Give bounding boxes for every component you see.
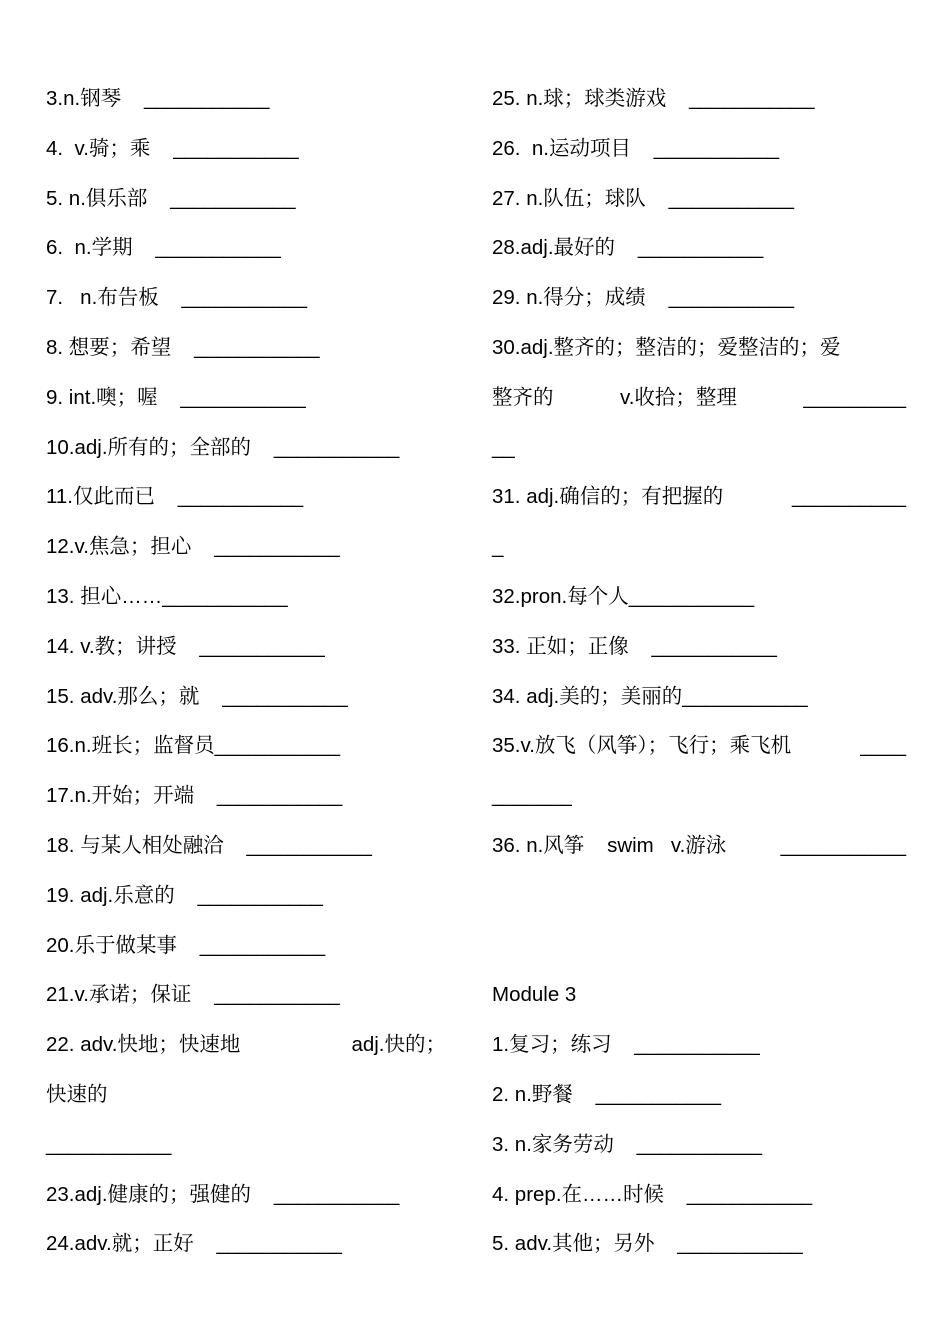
vocab-item-34: 34. adj.美的；美丽的___________: [492, 684, 808, 708]
vocab-item-19: 19. adj.乐意的 ___________: [46, 883, 323, 907]
module3-item-2: 2. n.野餐 ___________: [492, 1082, 722, 1106]
module3-item-1: 1.复习；练习 ___________: [492, 1033, 760, 1057]
vocab-item-6: 6. n.学期 ___________: [46, 236, 281, 260]
vocab-item-8: 8. 想要；希望 ___________: [46, 335, 320, 359]
vocab-item-22: 22. adv.快地；快速地 adj.快的；: [46, 1033, 446, 1057]
vocab-item-28: 28.adj.最好的 ___________: [492, 236, 764, 260]
vocab-item-23: 23.adj.健康的；强健的 ___________: [46, 1182, 400, 1206]
vocab-item-9: 9. int.噢；喔 ___________: [46, 385, 306, 409]
vocab-item-11: 11.仅此而已 ___________: [46, 485, 304, 509]
vocab-item-12: 12.v.焦急；担心 ___________: [46, 535, 340, 559]
vocab-item-7: 7. n.布告板 ___________: [46, 286, 307, 310]
vocab-item-26: 26. n.运动项目 ___________: [492, 136, 780, 160]
vocab-item-31-blank-wrap: _: [492, 535, 504, 559]
vocab-item-17: 17.n.开始；开端 ___________: [46, 784, 343, 808]
vocab-item-3: 3.n.钢琴 ___________: [46, 87, 270, 110]
vocab-item-20: 20.乐于做某事 ___________: [46, 933, 326, 957]
empty-line: [492, 871, 906, 921]
vocab-item-35-blank-wrap: _______: [492, 784, 572, 808]
vocab-item-35: 35.v.放飞（风筝）；飞行；乘飞机 ____: [492, 734, 906, 758]
vocab-item-13: 13. 担心……___________: [46, 584, 288, 608]
vocab-item-22-continued: 快速的: [46, 1082, 108, 1106]
module3-item-3: 3. n.家务劳动 ___________: [492, 1132, 763, 1156]
vocab-item-4: 4. v.骑；乘 ___________: [46, 136, 299, 160]
vocab-item-30: 30.adj.整齐的；整洁的；爱整洁的；爱: [492, 335, 841, 359]
vocab-item-22-blank: ___________: [46, 1132, 172, 1156]
vocab-item-10: 10.adj.所有的；全部的 ___________: [46, 435, 400, 459]
right-column: [492, 74, 906, 1269]
module3-item-4: 4. prep.在……时候 ___________: [492, 1182, 813, 1206]
vocab-item-25: 25. n.球；球类游戏 ___________: [492, 87, 815, 110]
vocab-item-24: 24.adv.就；正好 ___________: [46, 1232, 342, 1256]
vocab-item-16: 16.n.班长；监督员___________: [46, 734, 341, 758]
vocab-item-15: 15. adv.那么；就 ___________: [46, 684, 348, 708]
vocab-item-18: 18. 与某人相处融洽 ___________: [46, 833, 372, 857]
vocab-item-32: 32.pron.每个人___________: [492, 584, 755, 608]
module-3-heading: Module 3: [492, 983, 577, 1007]
vocab-item-5: 5. n.俱乐部 ___________: [46, 186, 296, 210]
module3-item-5: 5. adv.其他；另外 ___________: [492, 1232, 803, 1256]
vocab-item-14: 14. v.教；讲授 ___________: [46, 634, 325, 658]
left-column: [46, 74, 446, 1269]
vocab-item-30-continued: 整齐的 v.收拾；整理 _________: [492, 385, 906, 409]
vocab-item-33: 33. 正如；正像 ___________: [492, 634, 777, 658]
vocab-item-31: 31. adj.确信的；有把握的 __________: [492, 485, 906, 509]
vocab-item-36: 36. n.风筝 swim v.游泳 ___________: [492, 833, 906, 857]
vocab-item-30-blank-wrap: __: [492, 435, 515, 459]
vocab-item-29: 29. n.得分；成绩 ___________: [492, 286, 794, 310]
vocab-item-27: 27. n.队伍；球队 ___________: [492, 186, 794, 210]
empty-line: [492, 921, 906, 971]
vocab-item-21: 21.v.承诺；保证 ___________: [46, 983, 340, 1007]
